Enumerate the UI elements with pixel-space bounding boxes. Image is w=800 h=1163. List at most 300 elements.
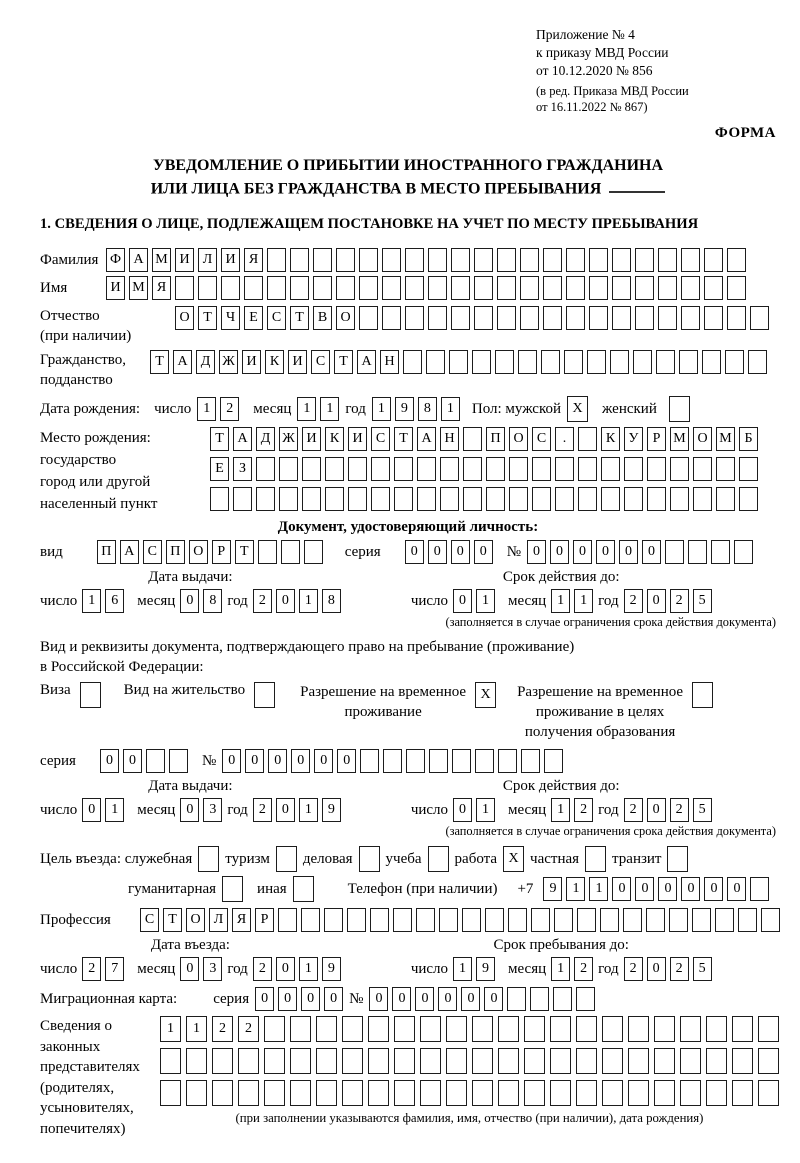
char-cell[interactable] <box>428 306 447 330</box>
char-cell[interactable]: 0 <box>647 957 666 981</box>
char-cell[interactable] <box>633 350 652 374</box>
char-cell[interactable]: 1 <box>574 589 593 613</box>
char-cell[interactable] <box>532 457 551 481</box>
char-cell[interactable]: С <box>143 540 162 564</box>
char-cell[interactable]: Ч <box>221 306 240 330</box>
char-cell[interactable]: 0 <box>527 540 546 564</box>
char-cell[interactable] <box>238 1048 259 1074</box>
char-cell[interactable]: 9 <box>395 397 414 421</box>
char-cell[interactable] <box>267 276 286 300</box>
char-cell[interactable]: 0 <box>180 798 199 822</box>
char-cell[interactable] <box>210 487 229 511</box>
char-cell[interactable]: Р <box>647 427 666 451</box>
char-cell[interactable]: 7 <box>105 957 124 981</box>
char-cell[interactable] <box>368 1016 389 1042</box>
char-cell[interactable] <box>758 1016 779 1042</box>
char-cell[interactable] <box>680 1016 701 1042</box>
char-cell[interactable]: 0 <box>291 749 310 773</box>
char-cell[interactable]: 0 <box>453 798 472 822</box>
char-cell[interactable] <box>624 457 643 481</box>
char-cell[interactable] <box>543 276 562 300</box>
char-cell[interactable]: 0 <box>337 749 356 773</box>
char-cell[interactable]: 0 <box>658 877 677 901</box>
char-cell[interactable]: К <box>265 350 284 374</box>
char-cell[interactable]: 5 <box>693 589 712 613</box>
char-cell[interactable]: Т <box>334 350 353 374</box>
char-cell[interactable] <box>405 276 424 300</box>
char-cell[interactable]: 1 <box>299 589 318 613</box>
char-cell[interactable] <box>732 1080 753 1106</box>
char-cell[interactable] <box>428 846 449 872</box>
char-cell[interactable]: С <box>267 306 286 330</box>
char-cell[interactable]: А <box>120 540 139 564</box>
char-cell[interactable] <box>198 846 219 872</box>
char-cell[interactable]: 1 <box>186 1016 207 1042</box>
char-cell[interactable] <box>507 987 526 1011</box>
char-cell[interactable]: 0 <box>180 589 199 613</box>
char-cell[interactable]: 3 <box>203 798 222 822</box>
char-cell[interactable] <box>446 1048 467 1074</box>
char-cell[interactable] <box>680 1048 701 1074</box>
char-cell[interactable] <box>727 276 746 300</box>
char-cell[interactable] <box>446 1080 467 1106</box>
char-cell[interactable] <box>160 1080 181 1106</box>
char-cell[interactable] <box>589 306 608 330</box>
char-cell[interactable]: Е <box>244 306 263 330</box>
char-cell[interactable]: Е <box>210 457 229 481</box>
char-cell[interactable] <box>702 350 721 374</box>
char-cell[interactable]: П <box>166 540 185 564</box>
char-cell[interactable] <box>293 876 314 902</box>
char-cell[interactable] <box>212 1080 233 1106</box>
char-cell[interactable]: И <box>221 248 240 272</box>
char-cell[interactable] <box>475 749 494 773</box>
char-cell[interactable]: О <box>186 908 205 932</box>
char-cell[interactable] <box>498 1016 519 1042</box>
char-cell[interactable] <box>428 276 447 300</box>
char-cell[interactable]: 0 <box>222 749 241 773</box>
char-cell[interactable] <box>725 350 744 374</box>
char-cell[interactable]: К <box>601 427 620 451</box>
char-cell[interactable] <box>750 306 769 330</box>
char-cell[interactable] <box>727 306 746 330</box>
char-cell[interactable] <box>600 908 619 932</box>
char-cell[interactable] <box>360 749 379 773</box>
char-cell[interactable] <box>304 540 323 564</box>
char-cell[interactable] <box>670 457 689 481</box>
char-cell[interactable] <box>585 846 606 872</box>
char-cell[interactable] <box>576 1080 597 1106</box>
char-cell[interactable]: 0 <box>82 798 101 822</box>
char-cell[interactable] <box>463 457 482 481</box>
char-cell[interactable]: 0 <box>438 987 457 1011</box>
char-cell[interactable] <box>359 248 378 272</box>
char-cell[interactable] <box>564 350 583 374</box>
char-cell[interactable] <box>336 276 355 300</box>
char-cell[interactable]: И <box>302 427 321 451</box>
char-cell[interactable] <box>472 1016 493 1042</box>
char-cell[interactable]: 8 <box>418 397 437 421</box>
char-cell[interactable] <box>589 276 608 300</box>
char-cell[interactable] <box>555 457 574 481</box>
char-cell[interactable] <box>692 682 713 708</box>
char-cell[interactable] <box>221 276 240 300</box>
char-cell[interactable] <box>623 908 642 932</box>
char-cell[interactable] <box>212 1048 233 1074</box>
char-cell[interactable]: М <box>716 427 735 451</box>
char-cell[interactable] <box>550 1016 571 1042</box>
char-cell[interactable]: 0 <box>245 749 264 773</box>
char-cell[interactable] <box>290 248 309 272</box>
char-cell[interactable]: 0 <box>276 957 295 981</box>
char-cell[interactable]: П <box>97 540 116 564</box>
char-cell[interactable]: А <box>129 248 148 272</box>
char-cell[interactable] <box>238 1080 259 1106</box>
char-cell[interactable]: 0 <box>100 749 119 773</box>
char-cell[interactable] <box>394 487 413 511</box>
char-cell[interactable] <box>577 908 596 932</box>
char-cell[interactable]: С <box>311 350 330 374</box>
char-cell[interactable]: 1 <box>566 877 585 901</box>
char-cell[interactable] <box>440 487 459 511</box>
char-cell[interactable] <box>325 457 344 481</box>
char-cell[interactable] <box>440 457 459 481</box>
char-cell[interactable] <box>486 487 505 511</box>
char-cell[interactable]: 0 <box>612 877 631 901</box>
char-cell[interactable] <box>758 1080 779 1106</box>
char-cell[interactable]: Т <box>210 427 229 451</box>
char-cell[interactable]: 2 <box>574 957 593 981</box>
char-cell[interactable]: 2 <box>220 397 239 421</box>
char-cell[interactable]: А <box>417 427 436 451</box>
char-cell[interactable]: И <box>175 248 194 272</box>
char-cell[interactable] <box>693 457 712 481</box>
char-cell[interactable]: 0 <box>278 987 297 1011</box>
char-cell[interactable] <box>463 427 482 451</box>
char-cell[interactable] <box>704 306 723 330</box>
char-cell[interactable] <box>394 457 413 481</box>
char-cell[interactable] <box>693 487 712 511</box>
char-cell[interactable]: 0 <box>405 540 424 564</box>
char-cell[interactable]: Л <box>198 248 217 272</box>
char-cell[interactable] <box>555 487 574 511</box>
char-cell[interactable] <box>518 350 537 374</box>
char-cell[interactable]: 6 <box>105 589 124 613</box>
char-cell[interactable]: 0 <box>301 987 320 1011</box>
char-cell[interactable] <box>313 276 332 300</box>
char-cell[interactable] <box>290 276 309 300</box>
char-cell[interactable]: 0 <box>369 987 388 1011</box>
char-cell[interactable] <box>658 276 677 300</box>
char-cell[interactable] <box>681 306 700 330</box>
char-cell[interactable] <box>394 1016 415 1042</box>
char-cell[interactable] <box>233 487 252 511</box>
char-cell[interactable]: 0 <box>635 877 654 901</box>
char-cell[interactable]: 1 <box>160 1016 181 1042</box>
char-cell[interactable]: 1 <box>197 397 216 421</box>
char-cell[interactable] <box>646 908 665 932</box>
char-cell[interactable] <box>554 908 573 932</box>
char-cell[interactable]: Ж <box>219 350 238 374</box>
char-cell[interactable]: И <box>106 276 125 300</box>
char-cell[interactable] <box>520 276 539 300</box>
char-cell[interactable] <box>578 427 597 451</box>
char-cell[interactable] <box>316 1080 337 1106</box>
char-cell[interactable] <box>602 1080 623 1106</box>
char-cell[interactable]: 0 <box>276 589 295 613</box>
char-cell[interactable]: З <box>233 457 252 481</box>
char-cell[interactable]: 2 <box>670 957 689 981</box>
char-cell[interactable] <box>658 306 677 330</box>
char-cell[interactable]: 0 <box>727 877 746 901</box>
char-cell[interactable]: И <box>242 350 261 374</box>
char-cell[interactable] <box>576 1048 597 1074</box>
char-cell[interactable]: Д <box>196 350 215 374</box>
char-cell[interactable] <box>382 276 401 300</box>
char-cell[interactable] <box>80 682 101 708</box>
char-cell[interactable] <box>706 1080 727 1106</box>
char-cell[interactable] <box>576 1016 597 1042</box>
char-cell[interactable] <box>290 1048 311 1074</box>
char-cell[interactable] <box>681 276 700 300</box>
char-cell[interactable] <box>302 457 321 481</box>
char-cell[interactable] <box>654 1016 675 1042</box>
char-cell[interactable] <box>472 1080 493 1106</box>
char-cell[interactable]: 0 <box>484 987 503 1011</box>
char-cell[interactable] <box>628 1016 649 1042</box>
char-cell[interactable] <box>428 248 447 272</box>
char-cell[interactable] <box>531 908 550 932</box>
char-cell[interactable] <box>256 487 275 511</box>
char-cell[interactable] <box>497 248 516 272</box>
char-cell[interactable]: 0 <box>453 589 472 613</box>
char-cell[interactable] <box>446 1016 467 1042</box>
char-cell[interactable]: 2 <box>624 957 643 981</box>
char-cell[interactable]: 0 <box>474 540 493 564</box>
char-cell[interactable] <box>670 487 689 511</box>
char-cell[interactable] <box>324 908 343 932</box>
char-cell[interactable]: 5 <box>693 957 712 981</box>
char-cell[interactable] <box>175 276 194 300</box>
char-cell[interactable] <box>587 350 606 374</box>
char-cell[interactable]: М <box>152 248 171 272</box>
char-cell[interactable] <box>472 350 491 374</box>
char-cell[interactable] <box>359 276 378 300</box>
char-cell[interactable]: 0 <box>573 540 592 564</box>
char-cell[interactable]: Я <box>152 276 171 300</box>
char-cell[interactable] <box>368 1080 389 1106</box>
char-cell[interactable] <box>449 350 468 374</box>
char-cell[interactable] <box>416 908 435 932</box>
char-cell[interactable] <box>258 540 277 564</box>
char-cell[interactable] <box>658 248 677 272</box>
char-cell[interactable] <box>451 306 470 330</box>
char-cell[interactable] <box>543 306 562 330</box>
char-cell[interactable]: 0 <box>619 540 638 564</box>
char-cell[interactable] <box>472 1048 493 1074</box>
char-cell[interactable]: 0 <box>451 540 470 564</box>
char-cell[interactable]: 0 <box>681 877 700 901</box>
char-cell[interactable] <box>420 1080 441 1106</box>
char-cell[interactable] <box>681 248 700 272</box>
char-cell[interactable] <box>530 987 549 1011</box>
char-cell[interactable] <box>566 248 585 272</box>
char-cell[interactable]: П <box>486 427 505 451</box>
char-cell[interactable] <box>394 1048 415 1074</box>
char-cell[interactable] <box>279 457 298 481</box>
char-cell[interactable]: 1 <box>372 397 391 421</box>
char-cell[interactable]: 1 <box>551 957 570 981</box>
char-cell[interactable]: 2 <box>253 957 272 981</box>
char-cell[interactable] <box>403 350 422 374</box>
char-cell[interactable] <box>624 487 643 511</box>
char-cell[interactable]: О <box>509 427 528 451</box>
char-cell[interactable] <box>497 306 516 330</box>
char-cell[interactable]: И <box>348 427 367 451</box>
char-cell[interactable] <box>316 1048 337 1074</box>
char-cell[interactable] <box>290 1080 311 1106</box>
char-cell[interactable] <box>417 457 436 481</box>
char-cell[interactable]: А <box>357 350 376 374</box>
char-cell[interactable]: 2 <box>253 798 272 822</box>
char-cell[interactable]: 2 <box>624 798 643 822</box>
char-cell[interactable]: 1 <box>476 589 495 613</box>
char-cell[interactable] <box>732 1016 753 1042</box>
char-cell[interactable]: 0 <box>123 749 142 773</box>
char-cell[interactable] <box>711 540 730 564</box>
char-cell[interactable]: О <box>175 306 194 330</box>
char-cell[interactable] <box>405 248 424 272</box>
char-cell[interactable] <box>544 749 563 773</box>
char-cell[interactable]: В <box>313 306 332 330</box>
char-cell[interactable] <box>313 248 332 272</box>
char-cell[interactable] <box>169 749 188 773</box>
char-cell[interactable] <box>688 540 707 564</box>
char-cell[interactable]: 8 <box>203 589 222 613</box>
char-cell[interactable] <box>498 749 517 773</box>
char-cell[interactable] <box>474 276 493 300</box>
char-cell[interactable]: 1 <box>551 798 570 822</box>
char-cell[interactable]: Т <box>150 350 169 374</box>
char-cell[interactable] <box>370 908 389 932</box>
char-cell[interactable]: 2 <box>574 798 593 822</box>
char-cell[interactable] <box>750 877 769 901</box>
char-cell[interactable] <box>578 457 597 481</box>
char-cell[interactable]: С <box>140 908 159 932</box>
char-cell[interactable] <box>497 276 516 300</box>
char-cell[interactable] <box>301 908 320 932</box>
char-cell[interactable]: 9 <box>322 798 341 822</box>
char-cell[interactable] <box>635 306 654 330</box>
char-cell[interactable]: 2 <box>670 589 689 613</box>
char-cell[interactable] <box>186 1048 207 1074</box>
char-cell[interactable]: 0 <box>461 987 480 1011</box>
char-cell[interactable]: Я <box>244 248 263 272</box>
char-cell[interactable] <box>665 540 684 564</box>
char-cell[interactable] <box>420 1016 441 1042</box>
char-cell[interactable] <box>739 457 758 481</box>
char-cell[interactable] <box>474 248 493 272</box>
char-cell[interactable]: 1 <box>297 397 316 421</box>
char-cell[interactable]: 2 <box>82 957 101 981</box>
char-cell[interactable]: Я <box>232 908 251 932</box>
char-cell[interactable]: . <box>555 427 574 451</box>
char-cell[interactable]: 0 <box>276 798 295 822</box>
char-cell[interactable] <box>679 350 698 374</box>
char-cell[interactable] <box>342 1080 363 1106</box>
char-cell[interactable] <box>359 846 380 872</box>
char-cell[interactable] <box>715 908 734 932</box>
char-cell[interactable]: Н <box>380 350 399 374</box>
char-cell[interactable] <box>244 276 263 300</box>
char-cell[interactable] <box>186 1080 207 1106</box>
char-cell[interactable] <box>371 457 390 481</box>
char-cell[interactable] <box>732 1048 753 1074</box>
char-cell[interactable]: 5 <box>693 798 712 822</box>
char-cell[interactable] <box>383 749 402 773</box>
char-cell[interactable] <box>692 908 711 932</box>
char-cell[interactable]: 1 <box>320 397 339 421</box>
char-cell[interactable] <box>382 248 401 272</box>
char-cell[interactable]: X <box>475 682 496 708</box>
char-cell[interactable]: К <box>325 427 344 451</box>
char-cell[interactable]: Т <box>235 540 254 564</box>
char-cell[interactable]: 2 <box>238 1016 259 1042</box>
char-cell[interactable]: О <box>189 540 208 564</box>
char-cell[interactable] <box>347 908 366 932</box>
char-cell[interactable] <box>451 276 470 300</box>
char-cell[interactable] <box>748 350 767 374</box>
char-cell[interactable] <box>359 306 378 330</box>
char-cell[interactable] <box>276 846 297 872</box>
char-cell[interactable]: Б <box>739 427 758 451</box>
char-cell[interactable]: 1 <box>551 589 570 613</box>
char-cell[interactable]: 1 <box>589 877 608 901</box>
char-cell[interactable] <box>146 749 165 773</box>
char-cell[interactable] <box>371 487 390 511</box>
char-cell[interactable] <box>716 487 735 511</box>
char-cell[interactable]: С <box>532 427 551 451</box>
char-cell[interactable]: А <box>233 427 252 451</box>
char-cell[interactable]: 2 <box>253 589 272 613</box>
char-cell[interactable] <box>342 1048 363 1074</box>
char-cell[interactable]: 0 <box>647 798 666 822</box>
char-cell[interactable]: Т <box>163 908 182 932</box>
char-cell[interactable] <box>667 846 688 872</box>
char-cell[interactable] <box>680 1080 701 1106</box>
char-cell[interactable] <box>498 1080 519 1106</box>
char-cell[interactable] <box>254 682 275 708</box>
char-cell[interactable] <box>509 457 528 481</box>
char-cell[interactable]: 0 <box>255 987 274 1011</box>
char-cell[interactable]: 1 <box>105 798 124 822</box>
char-cell[interactable] <box>739 487 758 511</box>
char-cell[interactable] <box>654 1080 675 1106</box>
char-cell[interactable]: Р <box>255 908 274 932</box>
char-cell[interactable] <box>612 306 631 330</box>
char-cell[interactable]: 0 <box>642 540 661 564</box>
char-cell[interactable] <box>541 350 560 374</box>
char-cell[interactable] <box>417 487 436 511</box>
char-cell[interactable]: 1 <box>299 957 318 981</box>
char-cell[interactable] <box>656 350 675 374</box>
char-cell[interactable]: X <box>503 846 524 872</box>
char-cell[interactable]: 2 <box>670 798 689 822</box>
char-cell[interactable]: 9 <box>543 877 562 901</box>
char-cell[interactable] <box>336 248 355 272</box>
char-cell[interactable] <box>342 1016 363 1042</box>
char-cell[interactable] <box>394 1080 415 1106</box>
